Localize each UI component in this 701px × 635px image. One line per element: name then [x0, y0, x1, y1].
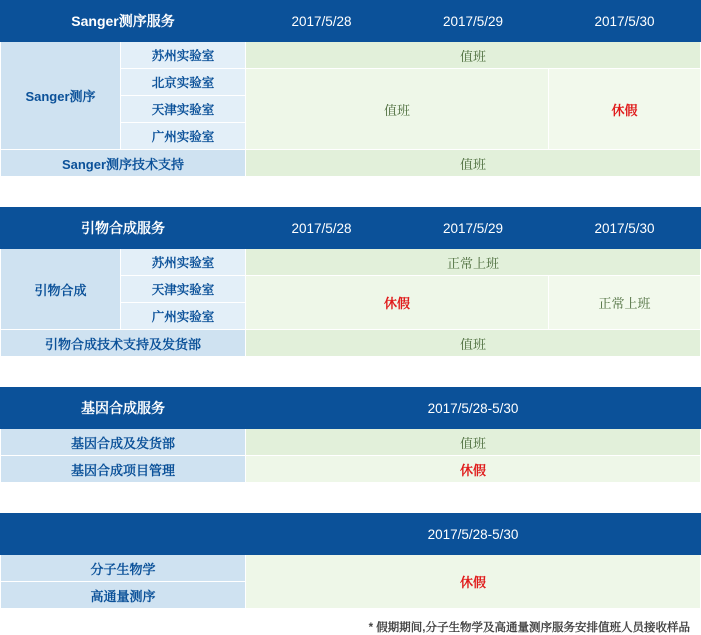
table-row — [1, 249, 701, 276]
section-sanger — [0, 0, 701, 177]
group-label-primer: 引物合成 — [1, 249, 121, 330]
support-value-primer: 值班 — [246, 330, 701, 357]
date-header-1: 2017/5/28 — [246, 208, 398, 249]
date-header-3: 2017/5/30 — [549, 208, 701, 249]
group-label-sanger: Sanger测序 — [1, 42, 121, 150]
lab-guangzhou: 广州实验室 — [121, 123, 246, 150]
row-label-gene-delivery: 基因合成及发货部 — [1, 429, 246, 456]
table-row — [1, 150, 701, 177]
section-primer-header-row — [1, 208, 701, 249]
date-header-1: 2017/5/28 — [246, 1, 398, 42]
section-title: 引物合成服务 — [1, 208, 246, 249]
row-label-ngs: 高通量测序 — [1, 582, 246, 609]
section-gene-header-row — [1, 388, 701, 429]
lab-beijing: 北京实验室 — [121, 69, 246, 96]
lab-suzhou: 苏州实验室 — [121, 42, 246, 69]
date-header-3: 2017/5/30 — [549, 1, 701, 42]
table-row — [1, 330, 701, 357]
date-header-2: 2017/5/29 — [398, 1, 549, 42]
value-suzhou-all-days: 值班 — [246, 42, 701, 69]
row-label-molecular-biology: 分子生物学 — [1, 555, 246, 582]
date-range-header: 2017/5/28-5/30 — [246, 514, 701, 555]
section-title: 基因合成服务 — [1, 388, 246, 429]
value-suzhou-all-days: 正常上班 — [246, 249, 701, 276]
table-row — [1, 429, 701, 456]
lab-suzhou: 苏州实验室 — [121, 249, 246, 276]
row-value-molecular-ngs: 休假 — [246, 555, 701, 609]
lab-guangzhou: 广州实验室 — [121, 303, 246, 330]
row-label-gene-pm: 基因合成项目管理 — [1, 456, 246, 483]
value-block-rest: 休假 — [246, 276, 549, 330]
lab-tianjin: 天津实验室 — [121, 276, 246, 303]
table-row — [1, 456, 701, 483]
footnote: * 假期期间,分子生物学及高通量测序服务安排值班人员接收样品 — [368, 622, 690, 634]
table-row — [1, 555, 701, 582]
date-range-header: 2017/5/28-5/30 — [246, 388, 701, 429]
section-gap — [0, 357, 700, 387]
support-label-sanger: Sanger测序技术支持 — [1, 150, 246, 177]
section-primer — [0, 207, 701, 357]
section-molecular-ngs — [0, 513, 701, 609]
value-block-work: 正常上班 — [549, 276, 701, 330]
row-value-gene-pm: 休假 — [246, 456, 701, 483]
table-row — [1, 42, 701, 69]
section-sanger-header-row — [1, 1, 701, 42]
lab-tianjin: 天津实验室 — [121, 96, 246, 123]
section-molecular-header-row — [1, 514, 701, 555]
support-value-sanger: 值班 — [246, 150, 701, 177]
row-value-gene-delivery: 值班 — [246, 429, 701, 456]
section-gap — [0, 177, 700, 207]
date-header-2: 2017/5/29 — [398, 208, 549, 249]
section-gap — [0, 483, 700, 513]
support-label-primer: 引物合成技术支持及发货部 — [1, 330, 246, 357]
section-title — [1, 514, 246, 555]
value-block-rest: 休假 — [549, 69, 701, 150]
section-gene-synthesis — [0, 387, 701, 483]
section-title: Sanger测序服务 — [1, 1, 246, 42]
value-block-work: 值班 — [246, 69, 549, 150]
